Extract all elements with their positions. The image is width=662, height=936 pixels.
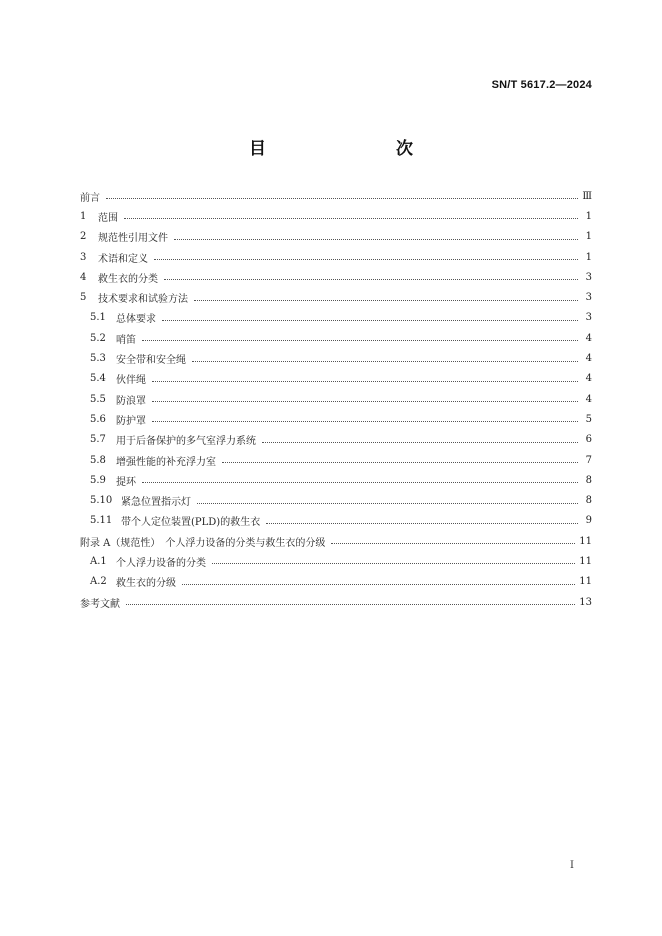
toc-dot-leader (124, 217, 578, 219)
toc-dot-leader (212, 562, 575, 564)
toc-entry-title: 前言 (80, 192, 100, 204)
toc-entry-number: 5.5 (90, 393, 106, 405)
toc-entry[interactable] (80, 328, 592, 348)
toc-entry-title: 防护罩 (116, 415, 146, 427)
toc-entry[interactable] (80, 572, 592, 592)
toc-entry-number: 5.8 (90, 454, 106, 466)
toc-entry-number: 5.9 (90, 474, 106, 486)
toc-entry-page: 3 (585, 271, 592, 283)
toc-entry-title: 安全带和安全绳 (116, 355, 186, 367)
toc-entry-number: 5.2 (90, 332, 106, 344)
toc-entry[interactable] (80, 409, 592, 429)
toc-entry[interactable] (80, 247, 592, 267)
toc-entry-page: 3 (585, 312, 592, 324)
toc-dot-leader (174, 238, 578, 240)
toc-entry-number: 1 (80, 210, 87, 222)
toc-entry[interactable] (80, 551, 592, 571)
toc-entry-title: 参考文献 (80, 598, 120, 610)
toc-entry-number: 5.7 (90, 434, 106, 446)
toc-entry-title: 总体要求 (116, 314, 156, 326)
toc-entry[interactable] (80, 287, 592, 307)
toc-entry-title: 救生衣的分类 (98, 273, 158, 285)
toc-entry-title: 哨笛 (116, 334, 136, 346)
toc-entry-page: 6 (585, 434, 592, 446)
toc-entry-title: 用于后备保护的多气室浮力系统 (116, 436, 256, 448)
toc-dot-leader (106, 197, 578, 199)
toc-entry-number: 5 (80, 292, 87, 304)
toc-dot-leader (126, 603, 575, 605)
toc-entry[interactable] (80, 267, 592, 287)
toc-entry-title: 紧急位置指示灯 (121, 497, 191, 509)
document-code: SN/T 5617.2—2024 (491, 79, 592, 91)
page-number: Ⅰ (570, 860, 574, 871)
toc-dot-leader (262, 441, 578, 443)
toc-entry-title: 伙伴绳 (116, 375, 146, 387)
toc-entry-page: 13 (579, 596, 592, 608)
toc-entry-title: 个人浮力设备的分类 (116, 557, 206, 569)
toc-entry-page: 1 (585, 231, 592, 243)
toc-entry-page: 4 (585, 332, 592, 344)
toc-entry[interactable] (80, 470, 592, 490)
toc-entry-page: 4 (585, 353, 592, 365)
toc-entry-page: 8 (585, 495, 592, 507)
toc-entry-page: 11 (579, 576, 592, 588)
toc-entry-page: 1 (585, 251, 592, 263)
toc-entry-title: 救生衣的分级 (116, 578, 176, 590)
toc-entry-title: 提环 (116, 476, 136, 488)
toc-dot-leader (164, 278, 578, 280)
toc-dot-leader (162, 319, 578, 321)
toc-dot-leader (192, 360, 578, 362)
toc-entry-number: 3 (80, 251, 87, 263)
toc-entry[interactable] (80, 389, 592, 409)
toc-entry-title: 范围 (98, 212, 118, 224)
toc-entry[interactable] (80, 227, 592, 247)
toc-dot-leader (142, 481, 578, 483)
toc-entry[interactable] (80, 592, 592, 612)
toc-entry[interactable] (80, 511, 592, 531)
toc-entry-page: 9 (585, 515, 592, 527)
toc-entry-title: 术语和定义 (98, 253, 148, 265)
toc-entry[interactable] (80, 308, 592, 328)
toc-entry-title: 防浪罩 (116, 395, 146, 407)
toc-entry[interactable] (80, 450, 592, 470)
toc-dot-leader (142, 339, 578, 341)
toc-entry-number: 5.11 (90, 515, 113, 527)
toc-entry-number: A.2 (90, 576, 107, 588)
toc-dot-leader (331, 542, 575, 544)
toc-entry-page: 11 (579, 535, 592, 547)
toc-entry-page: 11 (579, 555, 592, 567)
toc-entry-page: 5 (585, 413, 592, 425)
toc-entry-page: 3 (585, 292, 592, 304)
toc-entry-page: 7 (585, 454, 592, 466)
toc-dot-leader (152, 400, 578, 402)
toc-entry-number: 5.4 (90, 373, 106, 385)
toc-entry-number: 4 (80, 271, 87, 283)
toc-dot-leader (152, 420, 578, 422)
toc-entry-number: A.1 (90, 555, 107, 567)
toc-entry-title: 规范性引用文件 (98, 233, 168, 245)
toc-dot-leader (182, 583, 575, 585)
toc-entry-number: 5.10 (90, 495, 113, 507)
toc-title: 目 次 (249, 139, 445, 159)
toc-dot-leader (194, 299, 578, 301)
toc-entry[interactable] (80, 490, 592, 510)
toc-entry-number: 2 (80, 231, 87, 243)
toc-dot-leader (266, 522, 578, 524)
toc-dot-leader (152, 380, 578, 382)
toc-entry-title: 带个人定位装置(PLD)的救生衣 (121, 517, 261, 529)
toc-entry-page: 8 (585, 474, 592, 486)
toc-entry-title: 技术要求和试验方法 (98, 294, 188, 306)
toc-entry-page: 4 (585, 393, 592, 405)
toc-entry-number: 5.3 (90, 353, 106, 365)
toc-entry-page: 1 (585, 210, 592, 222)
toc-entry[interactable] (80, 531, 592, 551)
toc-entry-number: 5.1 (90, 312, 106, 324)
toc-entry-title: 附录 A（规范性） 个人浮力设备的分类与救生衣的分级 (80, 537, 326, 549)
toc-entry[interactable] (80, 369, 592, 389)
toc-entry-number: 5.6 (90, 413, 106, 425)
table-of-contents (80, 186, 592, 612)
toc-dot-leader (197, 502, 578, 504)
toc-entry[interactable] (80, 430, 592, 450)
toc-entry-page: 4 (585, 373, 592, 385)
toc-entry-title: 增强性能的补充浮力室 (116, 456, 216, 468)
toc-dot-leader (154, 258, 578, 260)
toc-entry[interactable] (80, 206, 592, 226)
toc-entry[interactable] (80, 186, 592, 206)
toc-dot-leader (222, 461, 578, 463)
toc-entry-page: Ⅲ (582, 190, 592, 202)
toc-entry[interactable] (80, 348, 592, 368)
